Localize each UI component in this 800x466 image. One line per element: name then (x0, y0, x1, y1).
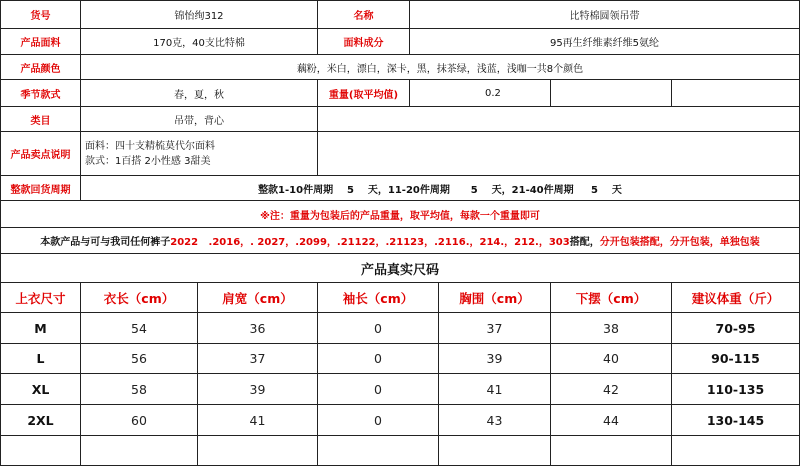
table-cell (550, 435, 672, 466)
size-header-weight: 建议体重（斤） (671, 282, 800, 313)
table-cell: 58 (80, 373, 198, 405)
restock-value-text: 整款1-10件周期 5 天，11-20件周期 5 天，21-40件周期 5 天 (258, 184, 622, 196)
selling-point-style: 款式：1百搭 2小性感 3甜美 (85, 155, 211, 167)
weight-value: 0.2 (409, 79, 551, 107)
table-cell: 44 (550, 404, 672, 436)
category-label: 类目 (0, 106, 81, 132)
table-cell: 110-135 (671, 373, 800, 405)
size-header-length: 衣长（cm） (80, 282, 198, 313)
table-cell: 60 (80, 404, 198, 436)
size-header-sleeve: 袖长（cm） (317, 282, 439, 313)
table-cell: L (0, 343, 81, 374)
name-label: 名称 (317, 0, 410, 29)
category-value: 吊带，背心 (80, 106, 318, 132)
item-no-label: 货号 (0, 0, 81, 29)
size-header-shoulder: 肩宽（cm） (197, 282, 318, 313)
table-cell: 41 (438, 373, 551, 405)
table-cell: 0 (317, 343, 439, 374)
color-label: 产品颜色 (0, 54, 81, 80)
table-cell (671, 435, 800, 466)
table-cell: 37 (438, 312, 551, 344)
color-value: 藕粉，米白，漂白，深卡，黑，抹茶绿，浅蓝，浅咖一共8个颜色 (80, 54, 800, 80)
season-value: 春，夏，秋 (80, 79, 318, 107)
table-cell: 70-95 (671, 312, 800, 344)
table-cell: XL (0, 373, 81, 405)
weight-note: ※注：重量为包装后的产品重量，取平均值，每款一个重量即可 (0, 200, 800, 228)
table-cell: 130-145 (671, 404, 800, 436)
table-cell: 90-115 (671, 343, 800, 374)
table-cell: 36 (197, 312, 318, 344)
table-cell: 41 (197, 404, 318, 436)
table-cell: 39 (197, 373, 318, 405)
selling-points-label: 产品卖点说明 (0, 131, 81, 176)
table-cell (0, 435, 81, 466)
size-header-size: 上衣尺寸 (0, 282, 81, 313)
table-cell: 56 (80, 343, 198, 374)
empty-cell (671, 79, 800, 107)
table-cell: 0 (317, 404, 439, 436)
table-cell: 37 (197, 343, 318, 374)
table-cell: 39 (438, 343, 551, 374)
fabric-label: 产品面料 (0, 28, 81, 55)
table-cell: 54 (80, 312, 198, 344)
table-cell (197, 435, 318, 466)
table-cell: 40 (550, 343, 672, 374)
selling-point-fabric: 面料：四十支精梳莫代尔面料 (85, 140, 215, 152)
size-table-title: 产品真实尺码 (0, 253, 800, 283)
empty-cell (317, 131, 800, 176)
table-cell: 0 (317, 373, 439, 405)
size-header-chest: 胸围（cm） (438, 282, 551, 313)
table-cell: 42 (550, 373, 672, 405)
table-cell: M (0, 312, 81, 344)
table-cell: 43 (438, 404, 551, 436)
composition-label: 面料成分 (317, 28, 410, 55)
table-cell: 2XL (0, 404, 81, 436)
table-cell (80, 435, 198, 466)
table-cell: 0 (317, 312, 439, 344)
matching-suffix: 分开包装搭配，分开包装，单独包装 (599, 237, 760, 248)
empty-cell (317, 106, 800, 132)
matching-codes: 2022 .2016，. 2027，.2099，.21122，.21123，.2116.，214.，212.，303 (170, 237, 570, 248)
restock-value (80, 175, 800, 201)
empty-cell (550, 79, 672, 107)
composition-value: 95再生纤维素纤维5氨纶 (409, 28, 800, 55)
item-no-value: 锦怡绚312 (80, 0, 318, 29)
table-cell (438, 435, 551, 466)
restock-label: 整款回货周期 (0, 175, 81, 201)
size-header-hem: 下摆（cm） (550, 282, 672, 313)
table-cell: 38 (550, 312, 672, 344)
table-cell (317, 435, 439, 466)
selling-points-value (80, 131, 318, 176)
weight-label: 重量(取平均值) (317, 79, 410, 107)
matching-prefix: 本款产品与可与我司任何裤子 (40, 237, 171, 248)
fabric-value: 170克，40支比特棉 (80, 28, 318, 55)
season-label: 季节款式 (0, 79, 81, 107)
matching-info (0, 227, 800, 254)
name-value: 比特棉圆领吊带 (409, 0, 800, 29)
matching-mid: 搭配， (569, 237, 600, 248)
